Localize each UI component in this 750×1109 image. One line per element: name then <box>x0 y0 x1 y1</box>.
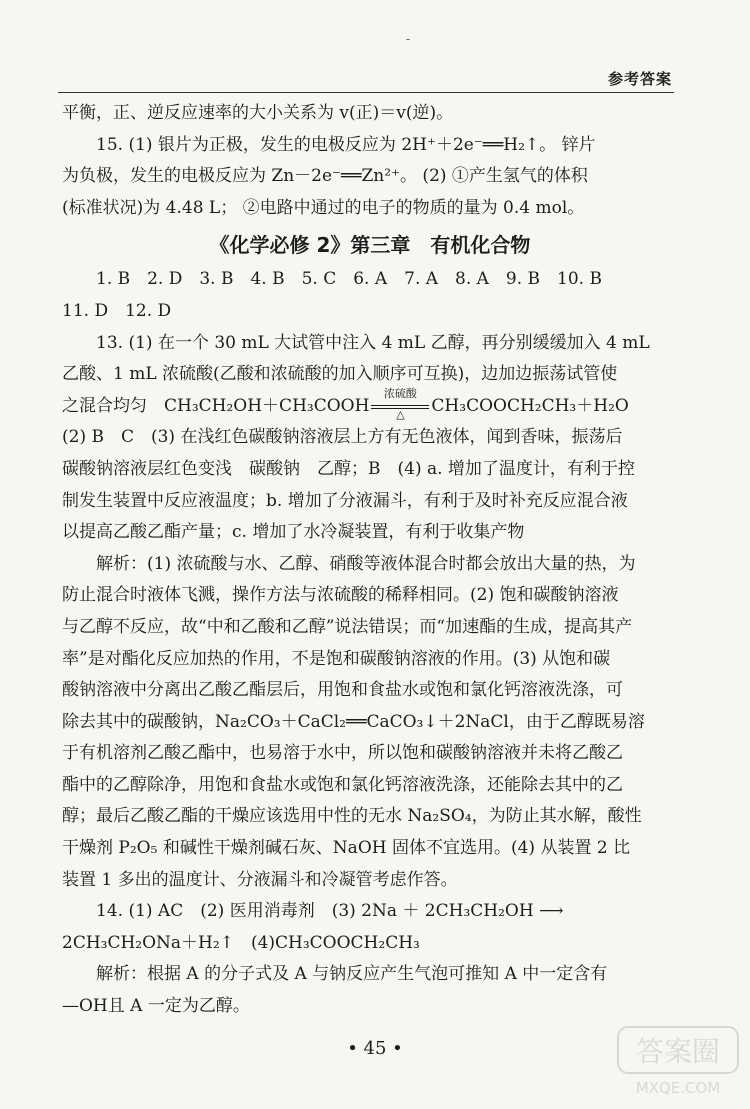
text-line: 以提高乙酸乙酯产量；c. 增加了水冷凝装置，有利于收集产物 <box>62 522 525 543</box>
watermark-text: 答案圈 <box>635 1035 721 1068</box>
equation-left: 之混合均匀 CH₃CH₂OH＋CH₃COOH <box>62 395 370 416</box>
text-line: 1. B 2. D 3. B 4. B 5. C 6. A 7. A 8. A 9. B 10. B <box>96 269 602 290</box>
text-line: 解析：根据 A 的分子式及 A 与钠反应产生气泡可推知 A 中一定含有 <box>96 964 608 985</box>
watermark-url: MXQE.COM <box>635 1079 721 1097</box>
condition-catalyst: 浓硫酸 <box>383 387 417 401</box>
text-line: 13. (1) 在一个 30 mL 大试管中注入 4 mL 乙醇，再分别缓缓加入 4 mL <box>96 332 650 353</box>
text-line: —OH且 A 一定为乙醇。 <box>62 996 250 1017</box>
chapter-title: 《化学必修 2》第三章 有机化合物 <box>209 233 531 258</box>
text-line: (2) B C (3) 在浅红色碳酸钠溶液层上方有无色液体，闻到香味，振荡后 <box>62 427 623 448</box>
text-line: 醇；最后乙酸乙酯的干燥应该选用中性的无水 Na₂SO₄，为防止其水解，酸性 <box>62 806 642 827</box>
equation-line <box>62 387 678 423</box>
text-line: 装置 1 多出的温度计、分液漏斗和冷凝管考虑作答。 <box>62 869 458 890</box>
page-number: • 45 • <box>347 1038 403 1059</box>
text-line: 率”是对酯化反应加热的作用，不是饱和碳酸钠溶液的作用。(3) 从饱和碳 <box>62 648 611 669</box>
text-line: 除去其中的碳酸钠，Na₂CO₃＋CaCl₂══CaCO₃↓＋2NaCl，由于乙醇既易溶 <box>62 711 645 732</box>
equation-right: CH₃COOCH₂CH₃＋H₂O <box>431 395 629 416</box>
text-line: 解析：(1) 浓硫酸与水、乙醇、硝酸等液体混合时都会放出大量的热，为 <box>96 553 636 574</box>
text-line: 14. (1) AC (2) 医用消毒剂 (3) 2Na ＋ 2CH₃CH₂OH ⟶ <box>96 901 564 922</box>
text-line: 酸钠溶液中分离出乙酸乙酯层后，用饱和食盐水或饱和氯化钙溶液洗涤，可 <box>62 680 623 701</box>
text-line: 于有机溶剂乙酸乙酯中，也易溶于水中，所以饱和碳酸钠溶液并未将乙酸乙 <box>62 743 623 764</box>
text-line: 与乙醇不反应，故“中和乙酸和乙醇”说法错误；而“加速酯的生成，提高其产 <box>62 616 633 637</box>
section-tag: 参考答案 <box>607 70 672 88</box>
text-line: 11. D 12. D <box>62 300 172 321</box>
text-line: 为负极，发生的电极反应为 Zn－2e⁻══Zn²⁺。 (2) ①产生氢气的体积 <box>62 166 588 187</box>
text-line: 碳酸钠溶液层红色变浅 碳酸钠 乙醇；B (4) a. 增加了温度计，有利于控 <box>62 458 635 479</box>
text-line: 平衡，正、逆反应速率的大小关系为 v(正)＝v(逆)。 <box>62 103 454 123</box>
top-mark: - <box>406 32 411 46</box>
text-line: 2CH₃CH₂ONa＋H₂↑ (4)CH₃COOCH₂CH₃ <box>62 932 420 953</box>
text-line: (标准状况)为 4.48 L； ②电路中通过的电子的物质的量为 0.4 mol。 <box>62 197 585 218</box>
text-line: 制发生装置中反应液温度；b. 增加了分液漏斗，有利于及时补充反应混合液 <box>62 490 628 511</box>
condition-heat: △ <box>396 408 405 422</box>
watermark-logo <box>612 1023 744 1101</box>
text-line: 防止混合时液体飞溅，操作方法与浓硫酸的稀释相同。(2) 饱和碳酸钠溶液 <box>62 585 619 606</box>
text-line: 酯中的乙醇除净，用饱和食盐水或饱和氯化钙溶液洗涤，还能除去其中的乙 <box>62 774 623 795</box>
text-line: 乙酸、1 mL 浓硫酸(乙酸和浓硫酸的加入顺序可互换)，边加边振荡试管使 <box>62 364 618 385</box>
text-line: 15. (1) 银片为正极，发生的电极反应为 2H⁺＋2e⁻══H₂↑。 锌片 <box>96 134 596 155</box>
text-line: 干燥剂 P₂O₅ 和碱性干燥剂碱石灰、NaOH 固体不宜选用。(4) 从装置 2 比 <box>62 838 631 859</box>
answer-body <box>62 98 678 1023</box>
reaction-condition-arrow <box>371 387 429 422</box>
header-rule <box>58 92 674 93</box>
